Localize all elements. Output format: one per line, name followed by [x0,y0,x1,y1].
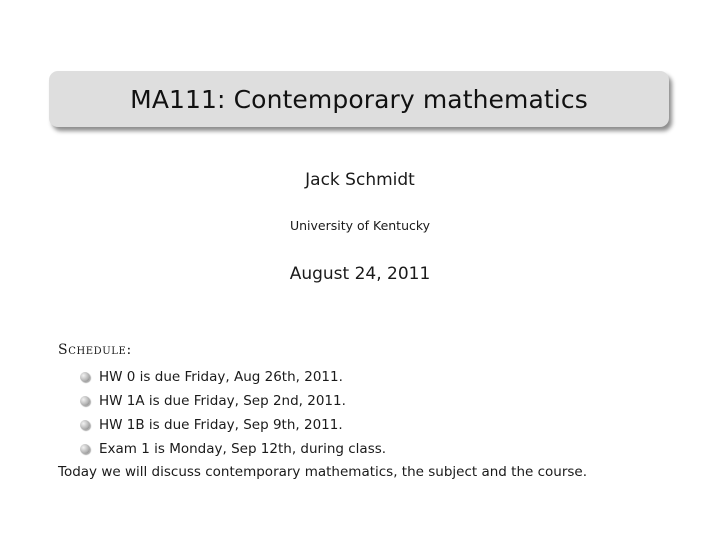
presentation-date: August 24, 2011 [289,264,431,284]
list-item-text: Exam 1 is Monday, Sep 12th, during class. [99,441,387,457]
schedule-heading: Schedule: [58,342,132,358]
bullet-icon [80,444,90,454]
title-box [49,71,669,127]
schedule-list [80,365,386,461]
list-item [80,413,386,437]
list-item [80,365,386,389]
bullet-icon [80,396,90,406]
slide-title: MA111: Contemporary mathematics [130,84,588,114]
list-item-text: HW 1B is due Friday, Sep 9th, 2011. [99,417,343,433]
list-item-text: HW 1A is due Friday, Sep 2nd, 2011. [99,393,346,409]
list-item [80,437,386,461]
institute-name: University of Kentucky [289,218,431,233]
bullet-icon [80,420,90,430]
closing-text: Today we will discuss contemporary mathematics, the subject and the course. [58,464,588,480]
author-name: Jack Schmidt [305,170,415,190]
list-item [80,389,386,413]
bullet-icon [80,372,90,382]
list-item-text: HW 0 is due Friday, Aug 26th, 2011. [99,369,343,385]
